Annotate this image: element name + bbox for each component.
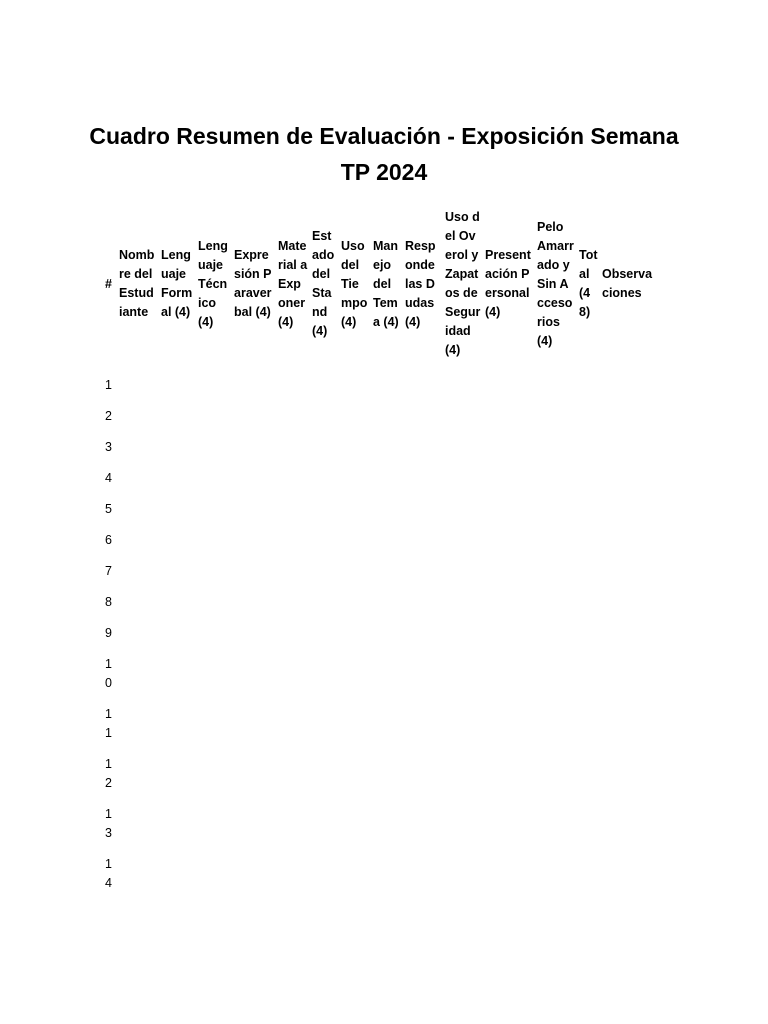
empty-cell[interactable]	[371, 556, 403, 587]
empty-cell[interactable]	[577, 799, 600, 849]
empty-cell[interactable]	[403, 799, 443, 849]
empty-cell[interactable]	[443, 494, 483, 525]
row-number: 3	[105, 440, 112, 454]
row-number: 14	[105, 857, 112, 890]
header-stand-state: Estado del Stand (4)	[312, 229, 335, 338]
empty-cell[interactable]	[117, 401, 159, 432]
empty-cell[interactable]	[339, 401, 371, 432]
empty-cell[interactable]	[443, 587, 483, 618]
empty-cell[interactable]	[196, 494, 232, 525]
empty-cell[interactable]	[310, 799, 339, 849]
empty-cell[interactable]	[443, 401, 483, 432]
header-safety-gear: Uso del Overol y Zapatos de Seguridad (4)	[445, 210, 481, 357]
empty-cell[interactable]	[483, 525, 535, 556]
empty-cell[interactable]	[371, 849, 403, 899]
empty-cell[interactable]	[196, 849, 232, 899]
empty-cell[interactable]	[276, 525, 310, 556]
empty-cell[interactable]	[535, 494, 577, 525]
empty-cell[interactable]	[310, 699, 339, 749]
row-number: 13	[105, 807, 112, 840]
empty-cell[interactable]	[339, 463, 371, 494]
evaluation-table	[103, 198, 659, 899]
empty-cell[interactable]	[339, 699, 371, 749]
empty-cell[interactable]	[232, 799, 276, 849]
row-number: 11	[105, 707, 112, 740]
empty-cell[interactable]	[577, 587, 600, 618]
empty-cell[interactable]	[232, 649, 276, 699]
empty-cell[interactable]	[159, 370, 196, 401]
empty-cell[interactable]	[535, 649, 577, 699]
header-personal-presentation: Presentación Personal (4)	[485, 248, 531, 319]
empty-cell[interactable]	[577, 849, 600, 899]
empty-cell[interactable]	[371, 799, 403, 849]
empty-cell[interactable]	[443, 618, 483, 649]
empty-cell[interactable]	[310, 849, 339, 899]
table-row	[103, 432, 659, 463]
empty-cell[interactable]	[371, 370, 403, 401]
empty-cell[interactable]	[310, 463, 339, 494]
empty-cell[interactable]	[600, 556, 659, 587]
empty-cell[interactable]	[159, 587, 196, 618]
empty-cell[interactable]	[196, 525, 232, 556]
empty-cell[interactable]	[117, 525, 159, 556]
empty-cell[interactable]	[232, 370, 276, 401]
empty-cell[interactable]	[371, 618, 403, 649]
empty-cell[interactable]	[310, 749, 339, 799]
empty-cell[interactable]	[600, 463, 659, 494]
empty-cell[interactable]	[339, 370, 371, 401]
empty-cell[interactable]	[159, 618, 196, 649]
row-number: 8	[105, 595, 112, 609]
empty-cell[interactable]	[339, 525, 371, 556]
empty-cell[interactable]	[117, 649, 159, 699]
empty-cell[interactable]	[196, 401, 232, 432]
empty-cell[interactable]	[600, 749, 659, 799]
empty-cell[interactable]	[371, 494, 403, 525]
header-formal-language: Lenguaje Formal (4)	[161, 248, 193, 319]
empty-cell[interactable]	[232, 432, 276, 463]
empty-cell[interactable]	[600, 649, 659, 699]
empty-cell[interactable]	[310, 432, 339, 463]
empty-cell[interactable]	[577, 749, 600, 799]
row-number: 10	[105, 657, 112, 690]
empty-cell[interactable]	[443, 799, 483, 849]
empty-cell[interactable]	[403, 463, 443, 494]
table-row	[103, 618, 659, 649]
table-row	[103, 587, 659, 618]
row-number: 4	[105, 471, 112, 485]
empty-cell[interactable]	[276, 699, 310, 749]
empty-cell[interactable]	[443, 556, 483, 587]
empty-cell[interactable]	[276, 799, 310, 849]
empty-cell[interactable]	[443, 699, 483, 749]
empty-cell[interactable]	[403, 649, 443, 699]
empty-cell[interactable]	[535, 618, 577, 649]
empty-cell[interactable]	[443, 525, 483, 556]
empty-cell[interactable]	[535, 463, 577, 494]
empty-cell[interactable]	[159, 649, 196, 699]
empty-cell[interactable]	[117, 370, 159, 401]
empty-cell[interactable]	[339, 799, 371, 849]
empty-cell[interactable]	[443, 370, 483, 401]
table-row	[103, 799, 659, 849]
table-row	[103, 370, 659, 401]
empty-cell[interactable]	[403, 587, 443, 618]
empty-cell[interactable]	[600, 699, 659, 749]
empty-cell[interactable]	[310, 618, 339, 649]
empty-cell[interactable]	[371, 463, 403, 494]
empty-cell[interactable]	[577, 401, 600, 432]
empty-cell[interactable]	[232, 587, 276, 618]
empty-cell[interactable]	[535, 432, 577, 463]
row-number: 6	[105, 533, 112, 547]
header-technical-language: Lenguaje Técnico (4)	[198, 238, 228, 329]
empty-cell[interactable]	[276, 401, 310, 432]
row-number: 5	[105, 502, 112, 516]
empty-cell[interactable]	[196, 432, 232, 463]
table-row	[103, 699, 659, 749]
empty-cell[interactable]	[310, 401, 339, 432]
empty-cell[interactable]	[117, 699, 159, 749]
empty-cell[interactable]	[403, 618, 443, 649]
empty-cell[interactable]	[276, 494, 310, 525]
empty-cell[interactable]	[403, 370, 443, 401]
header-material: Material a Exponer (4)	[278, 238, 308, 329]
empty-cell[interactable]	[403, 749, 443, 799]
empty-cell[interactable]	[483, 849, 535, 899]
empty-cell[interactable]	[483, 587, 535, 618]
empty-cell[interactable]	[483, 649, 535, 699]
empty-cell[interactable]	[159, 494, 196, 525]
empty-cell[interactable]	[117, 587, 159, 618]
empty-cell[interactable]	[276, 463, 310, 494]
empty-cell[interactable]	[443, 849, 483, 899]
table-row	[103, 463, 659, 494]
empty-cell[interactable]	[403, 556, 443, 587]
empty-cell[interactable]	[159, 699, 196, 749]
empty-cell[interactable]	[600, 370, 659, 401]
row-number: 2	[105, 409, 112, 423]
empty-cell[interactable]	[276, 432, 310, 463]
row-number: 9	[105, 626, 112, 640]
header-observations: Observaciones	[602, 267, 653, 300]
empty-cell[interactable]	[196, 370, 232, 401]
empty-cell[interactable]	[483, 699, 535, 749]
empty-cell[interactable]	[310, 556, 339, 587]
table-body	[103, 370, 659, 899]
empty-cell[interactable]	[196, 699, 232, 749]
empty-cell[interactable]	[196, 587, 232, 618]
table-row	[103, 401, 659, 432]
empty-cell[interactable]	[276, 849, 310, 899]
empty-cell[interactable]	[443, 463, 483, 494]
empty-cell[interactable]	[196, 463, 232, 494]
empty-cell[interactable]	[339, 494, 371, 525]
empty-cell[interactable]	[196, 618, 232, 649]
empty-cell[interactable]	[577, 699, 600, 749]
table-row	[103, 749, 659, 799]
empty-cell[interactable]	[196, 649, 232, 699]
header-number: #	[105, 276, 112, 291]
empty-cell[interactable]	[371, 432, 403, 463]
empty-cell[interactable]	[443, 432, 483, 463]
empty-cell[interactable]	[232, 494, 276, 525]
empty-cell[interactable]	[339, 749, 371, 799]
empty-cell[interactable]	[483, 556, 535, 587]
empty-cell[interactable]	[535, 401, 577, 432]
empty-cell[interactable]	[535, 370, 577, 401]
empty-cell[interactable]	[310, 587, 339, 618]
row-number: 12	[105, 757, 112, 790]
empty-cell[interactable]	[443, 649, 483, 699]
empty-cell[interactable]	[117, 799, 159, 849]
empty-cell[interactable]	[600, 401, 659, 432]
empty-cell[interactable]	[600, 618, 659, 649]
empty-cell[interactable]	[600, 494, 659, 525]
empty-cell[interactable]	[159, 525, 196, 556]
empty-cell[interactable]	[443, 749, 483, 799]
row-number: 1	[105, 378, 112, 392]
empty-cell[interactable]	[339, 587, 371, 618]
empty-cell[interactable]	[339, 849, 371, 899]
empty-cell[interactable]	[403, 432, 443, 463]
empty-cell[interactable]	[371, 525, 403, 556]
empty-cell[interactable]	[310, 494, 339, 525]
empty-cell[interactable]	[535, 587, 577, 618]
empty-cell[interactable]	[159, 463, 196, 494]
empty-cell[interactable]	[339, 432, 371, 463]
empty-cell[interactable]	[196, 799, 232, 849]
empty-cell[interactable]	[276, 587, 310, 618]
document-title	[60, 118, 708, 190]
table-row	[103, 649, 659, 699]
empty-cell[interactable]	[535, 556, 577, 587]
title-line-2: TP 2024	[340, 159, 428, 185]
empty-cell[interactable]	[117, 494, 159, 525]
empty-cell[interactable]	[159, 749, 196, 799]
empty-cell[interactable]	[159, 849, 196, 899]
table-row	[103, 849, 659, 899]
empty-cell[interactable]	[577, 463, 600, 494]
header-hair-accessories: Pelo Amarrado y Sin Accesorios (4)	[537, 219, 574, 348]
empty-cell[interactable]	[159, 556, 196, 587]
empty-cell[interactable]	[232, 525, 276, 556]
header-topic-handling: Manejo del Tema (4)	[373, 238, 399, 329]
empty-cell[interactable]	[117, 749, 159, 799]
table-row	[103, 494, 659, 525]
empty-cell[interactable]	[310, 649, 339, 699]
empty-cell[interactable]	[117, 556, 159, 587]
empty-cell[interactable]	[535, 699, 577, 749]
empty-cell[interactable]	[339, 649, 371, 699]
table-row	[103, 525, 659, 556]
header-student-name: Nombre del Estudiante	[119, 248, 155, 319]
empty-cell[interactable]	[483, 370, 535, 401]
empty-cell[interactable]	[310, 370, 339, 401]
empty-cell[interactable]	[276, 649, 310, 699]
empty-cell[interactable]	[600, 432, 659, 463]
empty-cell[interactable]	[232, 699, 276, 749]
empty-cell[interactable]	[117, 849, 159, 899]
empty-cell[interactable]	[577, 649, 600, 699]
empty-cell[interactable]	[371, 749, 403, 799]
empty-cell[interactable]	[232, 618, 276, 649]
empty-cell[interactable]	[483, 618, 535, 649]
empty-cell[interactable]	[232, 463, 276, 494]
empty-cell[interactable]	[159, 432, 196, 463]
empty-cell[interactable]	[403, 525, 443, 556]
empty-cell[interactable]	[600, 799, 659, 849]
empty-cell[interactable]	[577, 618, 600, 649]
empty-cell[interactable]	[577, 370, 600, 401]
empty-cell[interactable]	[600, 849, 659, 899]
empty-cell[interactable]	[117, 618, 159, 649]
empty-cell[interactable]	[339, 618, 371, 649]
empty-cell[interactable]	[276, 618, 310, 649]
header-row	[103, 198, 659, 370]
table-row	[103, 556, 659, 587]
header-paraverbal-expression: Expresión Paraverbal (4)	[234, 248, 272, 319]
empty-cell[interactable]	[232, 556, 276, 587]
empty-cell[interactable]	[577, 494, 600, 525]
empty-cell[interactable]	[403, 699, 443, 749]
empty-cell[interactable]	[371, 649, 403, 699]
empty-cell[interactable]	[232, 849, 276, 899]
empty-cell[interactable]	[483, 799, 535, 849]
header-answers-doubts: Responde las Dudas (4)	[405, 238, 436, 329]
empty-cell[interactable]	[117, 463, 159, 494]
empty-cell[interactable]	[117, 432, 159, 463]
empty-cell[interactable]	[483, 494, 535, 525]
empty-cell[interactable]	[196, 556, 232, 587]
empty-cell[interactable]	[232, 401, 276, 432]
empty-cell[interactable]	[577, 556, 600, 587]
empty-cell[interactable]	[403, 849, 443, 899]
empty-cell[interactable]	[371, 401, 403, 432]
empty-cell[interactable]	[232, 749, 276, 799]
empty-cell[interactable]	[310, 525, 339, 556]
empty-cell[interactable]	[483, 401, 535, 432]
empty-cell[interactable]	[483, 749, 535, 799]
header-time-use: Uso del Tiempo (4)	[341, 238, 368, 329]
empty-cell[interactable]	[403, 494, 443, 525]
empty-cell[interactable]	[600, 525, 659, 556]
empty-cell[interactable]	[159, 799, 196, 849]
empty-cell[interactable]	[577, 432, 600, 463]
empty-cell[interactable]	[159, 401, 196, 432]
empty-cell[interactable]	[276, 556, 310, 587]
header-total: Total (48)	[579, 248, 598, 319]
empty-cell[interactable]	[577, 525, 600, 556]
empty-cell[interactable]	[371, 699, 403, 749]
empty-cell[interactable]	[535, 525, 577, 556]
empty-cell[interactable]	[535, 749, 577, 799]
empty-cell[interactable]	[600, 587, 659, 618]
empty-cell[interactable]	[535, 849, 577, 899]
empty-cell[interactable]	[196, 749, 232, 799]
row-number: 7	[105, 564, 112, 578]
empty-cell[interactable]	[339, 556, 371, 587]
empty-cell[interactable]	[483, 463, 535, 494]
empty-cell[interactable]	[535, 799, 577, 849]
empty-cell[interactable]	[371, 587, 403, 618]
empty-cell[interactable]	[276, 749, 310, 799]
empty-cell[interactable]	[483, 432, 535, 463]
empty-cell[interactable]	[276, 370, 310, 401]
title-line-1: Cuadro Resumen de Evaluación - Exposición Semana	[89, 123, 679, 149]
empty-cell[interactable]	[403, 401, 443, 432]
